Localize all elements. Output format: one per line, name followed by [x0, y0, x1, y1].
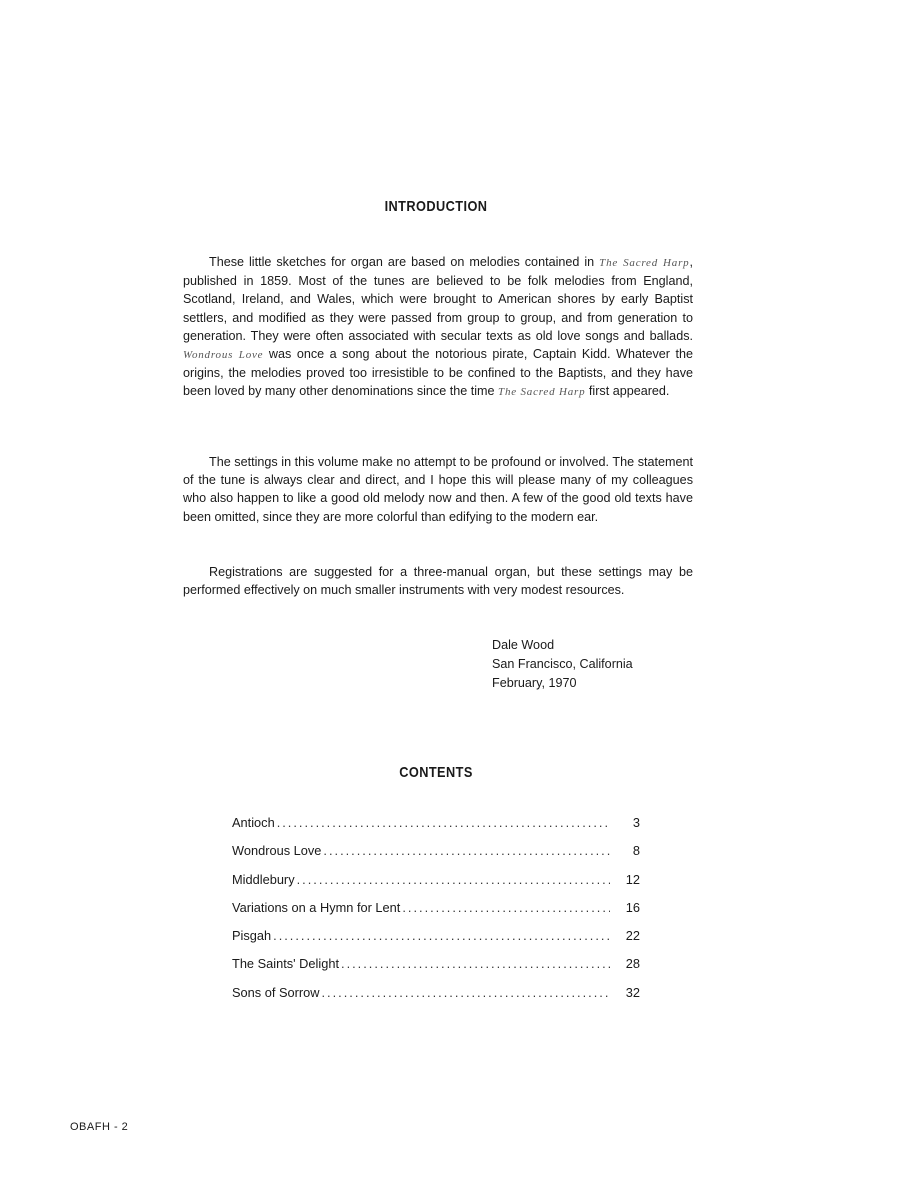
- toc-leader-dots: [277, 815, 610, 830]
- toc-page-number: 16: [625, 899, 640, 915]
- toc-title: Pisgah: [232, 928, 272, 944]
- signature-block: [492, 636, 633, 693]
- author-name: Dale Wood: [492, 638, 555, 652]
- contents-heading: CONTENTS: [399, 764, 473, 781]
- catalog-code: OBAFH - 2: [70, 1121, 129, 1133]
- author-date: February, 1970: [492, 676, 577, 690]
- toc-leader-dots: [323, 843, 610, 858]
- toc-title: Sons of Sorrow: [232, 984, 320, 1000]
- toc-page-number: 8: [632, 843, 640, 859]
- intro-paragraph-2: The settings in this volume make no attempt to be profound or involved. The statement of the tune is always clear and direct, and I hope this will please many of my colleagues who also happen to like a good old melody now and then. A few of the good old texts have been omitted, since they are more colorful than edifying to the modern ear.: [183, 455, 693, 524]
- toc-leader-dots: [402, 900, 610, 915]
- toc-entry: [232, 843, 640, 871]
- toc-entry: [232, 928, 640, 956]
- toc-leader-dots: [341, 956, 610, 971]
- toc-leader-dots: [322, 985, 611, 1000]
- toc-title: Variations on a Hymn for Lent: [232, 899, 401, 915]
- tune-title-wondrous-love: Wondrous Love: [183, 349, 264, 362]
- toc-page-number: 12: [625, 871, 640, 887]
- book-title-sacred-harp-2: The Sacred Harp: [498, 386, 586, 399]
- toc-title: Antioch: [232, 815, 275, 830]
- intro-paragraph-3: Registrations are suggested for a three-manual organ, but these settings may be performed effectively on much smaller instruments with very modest resources.: [183, 565, 693, 598]
- toc-title: Middlebury: [232, 871, 295, 887]
- toc-entry: [232, 872, 640, 900]
- toc-entry: [232, 815, 640, 843]
- toc-entry: [232, 900, 640, 928]
- toc-entry: [232, 956, 640, 984]
- introduction-heading: INTRODUCTION: [384, 198, 488, 215]
- toc-page-number: 32: [625, 984, 640, 1000]
- intro-paragraph-1: [183, 253, 693, 402]
- para1-text-d: first appeared.: [585, 384, 670, 399]
- para1-text-c: was once a song about the notorious pirate, Captain Kidd. Whatever the origins, the melodies proved too irresistible to be confined to the Baptists, and they have been loved by many other denominations since the time: [183, 347, 693, 399]
- table-of-contents: [232, 815, 640, 1013]
- para1-text-a: These little sketches for organ are based on melodies contained in: [209, 255, 600, 269]
- author-place: San Francisco, California: [492, 657, 633, 671]
- toc-entry: [232, 985, 640, 1013]
- toc-title: The Saints' Delight: [232, 956, 340, 972]
- toc-title: Wondrous Love: [232, 843, 322, 859]
- toc-leader-dots: [273, 928, 610, 943]
- para1-text-b: , published in 1859. Most of the tunes are believed to be folk melodies from England, Scotland, Ireland, and Wales, which were brought to American shores by early Baptist settlers, and modified as they were passed from group to group, and from generation to generation. They were often associated with secular texts as old love songs and ballads.: [183, 255, 693, 343]
- toc-page-number: 3: [632, 815, 640, 830]
- toc-page-number: 28: [625, 956, 640, 972]
- toc-page-number: 22: [625, 928, 640, 944]
- book-title-sacred-harp: The Sacred Harp: [599, 257, 690, 269]
- toc-leader-dots: [297, 872, 610, 887]
